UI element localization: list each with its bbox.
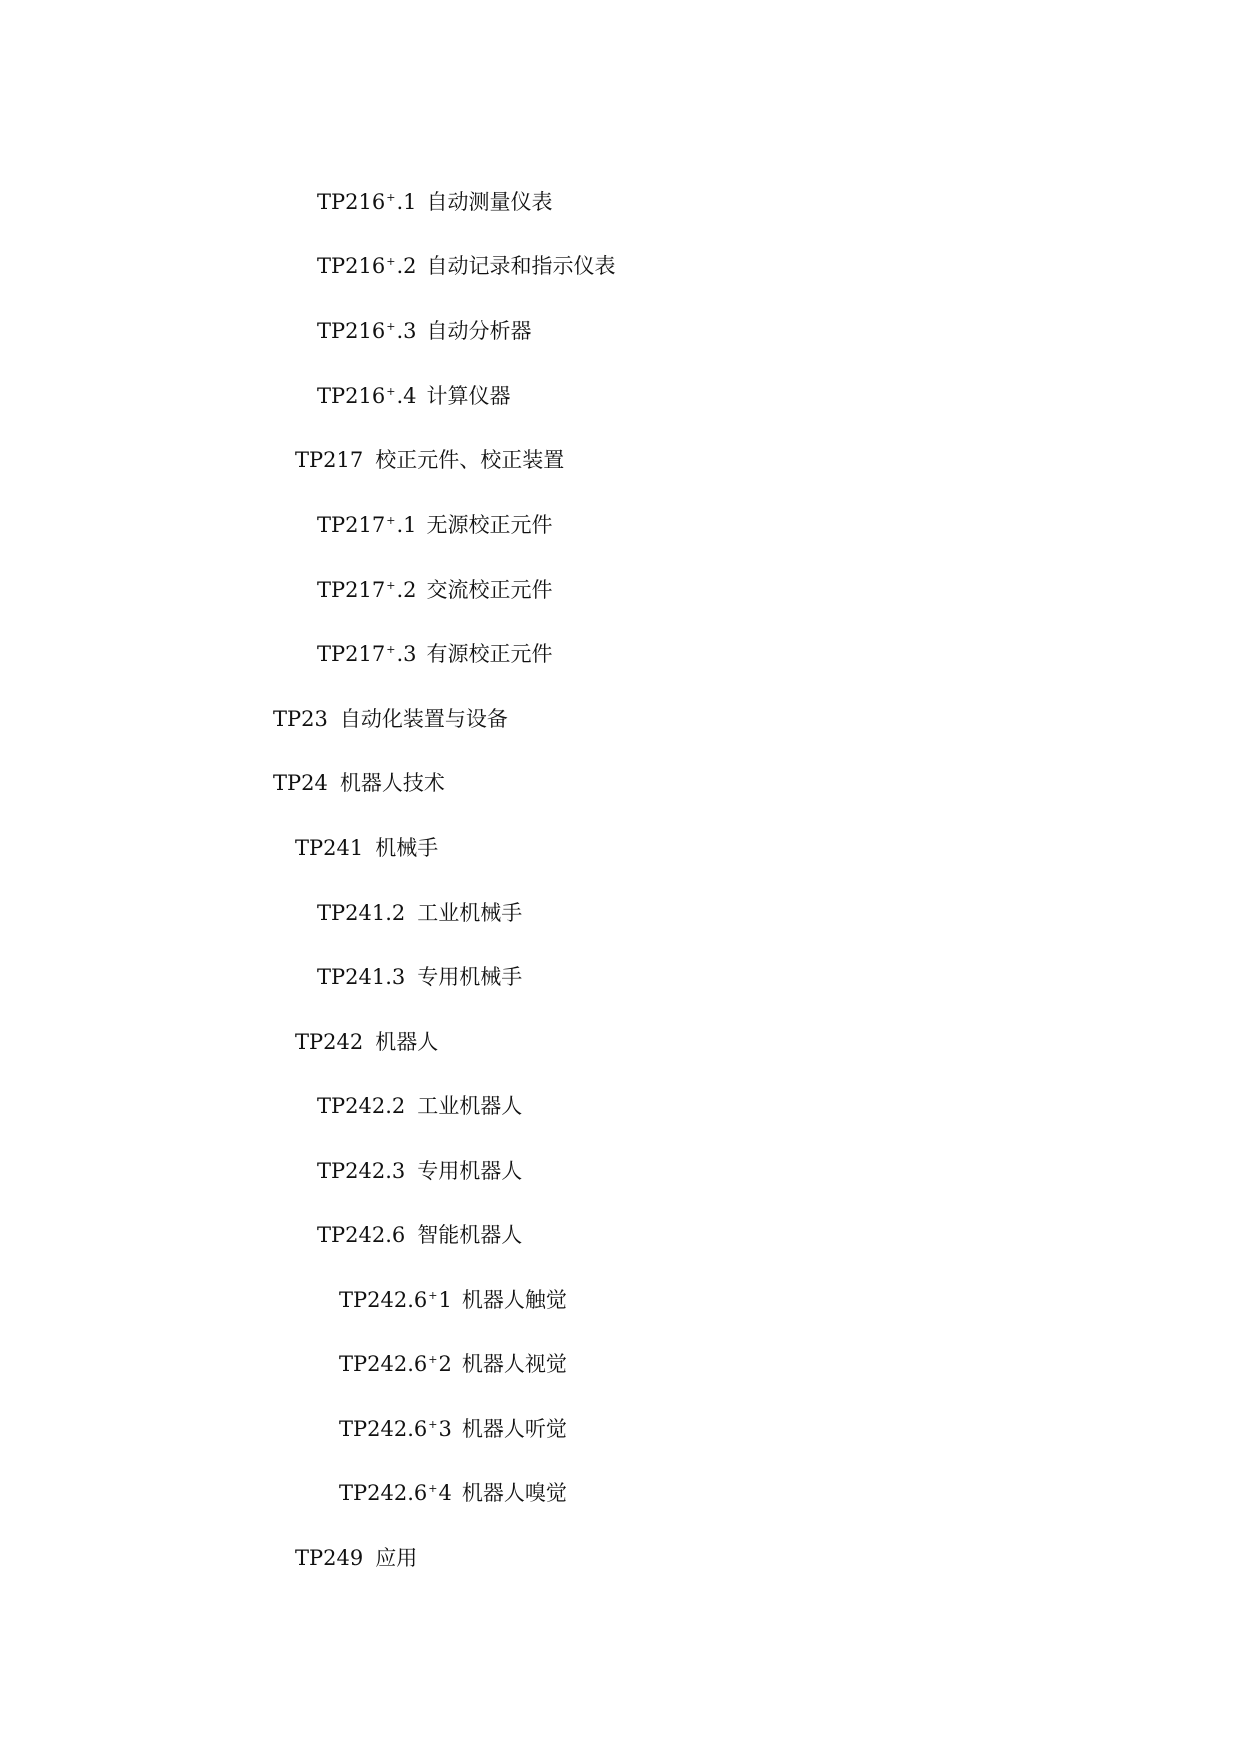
code-superscript: +	[386, 255, 396, 268]
code-suffix: .1	[396, 513, 417, 537]
entry-tp217-2	[317, 571, 553, 601]
code-superscript: +	[386, 385, 396, 398]
classification-code	[317, 958, 407, 992]
code-prefix: TP23	[273, 707, 328, 731]
code-prefix: TP217	[317, 513, 386, 537]
classification-code	[339, 1474, 452, 1508]
entry-title: 智能机器人	[417, 1223, 523, 1247]
entry-tp242-6-4	[339, 1474, 567, 1504]
entry-tp24	[273, 764, 445, 794]
code-superscript: +	[428, 1418, 438, 1431]
code-prefix: TP242.6	[339, 1288, 428, 1312]
entry-title: 机器人听觉	[461, 1417, 567, 1441]
code-prefix: TP242.6	[339, 1417, 428, 1441]
classification-code	[317, 183, 417, 217]
entry-tp217	[295, 441, 564, 471]
classification-code	[317, 506, 417, 540]
entry-title: 专用机械手	[417, 965, 523, 989]
entry-tp217-1	[317, 506, 553, 536]
code-prefix: TP217	[317, 642, 386, 666]
entry-tp241-3	[317, 958, 522, 988]
classification-code	[317, 571, 417, 605]
classification-code	[273, 764, 330, 798]
entry-tp242-6-2	[339, 1345, 567, 1375]
entry-tp216-2	[317, 247, 616, 277]
code-suffix: .3	[396, 642, 417, 666]
code-superscript: +	[386, 514, 396, 527]
code-prefix: TP216	[317, 254, 386, 278]
entry-title: 计算仪器	[426, 384, 511, 408]
classification-code	[339, 1281, 452, 1315]
entry-tp242-6	[317, 1216, 522, 1246]
code-superscript: +	[428, 1482, 438, 1495]
entry-tp242-6-3	[339, 1410, 567, 1440]
code-prefix: TP241.2	[317, 901, 406, 925]
classification-code	[317, 377, 417, 411]
entry-title: 自动测量仪表	[426, 190, 553, 214]
entry-tp242	[295, 1023, 438, 1053]
code-prefix: TP242	[295, 1030, 364, 1054]
classification-code	[339, 1410, 452, 1444]
code-superscript: +	[386, 320, 396, 333]
code-prefix: TP216	[317, 190, 386, 214]
code-prefix: TP242.6	[317, 1223, 406, 1247]
entry-tp249	[295, 1539, 417, 1569]
classification-code	[317, 247, 417, 281]
code-superscript: +	[428, 1353, 438, 1366]
entry-tp216-1	[317, 183, 553, 213]
code-suffix: 1	[438, 1288, 452, 1312]
code-prefix: TP249	[295, 1546, 364, 1570]
entry-tp23	[273, 700, 508, 730]
entry-title: 专用机器人	[417, 1159, 523, 1183]
code-suffix: 4	[438, 1481, 452, 1505]
classification-code	[317, 1152, 407, 1186]
code-prefix: TP241.3	[317, 965, 406, 989]
code-superscript: +	[386, 643, 396, 656]
entry-title: 自动分析器	[426, 319, 532, 343]
entry-title: 机器人触觉	[461, 1288, 567, 1312]
classification-code	[339, 1345, 452, 1379]
classification-code	[295, 441, 365, 475]
code-prefix: TP217	[317, 578, 386, 602]
classification-code	[273, 700, 330, 734]
code-prefix: TP217	[295, 448, 364, 472]
code-superscript: +	[386, 579, 396, 592]
entry-title: 机械手	[375, 836, 439, 860]
entry-tp242-6-1	[339, 1281, 567, 1311]
code-prefix: TP241	[295, 836, 364, 860]
code-suffix: .4	[396, 384, 417, 408]
code-superscript: +	[428, 1289, 438, 1302]
classification-code	[295, 1023, 365, 1057]
classification-code	[295, 1539, 365, 1573]
entry-title: 工业机械手	[417, 901, 523, 925]
code-suffix: .1	[396, 190, 417, 214]
classification-code	[295, 829, 365, 863]
code-prefix: TP216	[317, 319, 386, 343]
classification-code	[317, 635, 417, 669]
entry-tp216-4	[317, 377, 511, 407]
entry-title: 工业机器人	[417, 1094, 523, 1118]
code-suffix: .3	[396, 319, 417, 343]
code-prefix: TP242.3	[317, 1159, 406, 1183]
code-prefix: TP242.6	[339, 1481, 428, 1505]
code-suffix: 3	[438, 1417, 452, 1441]
entry-title: 校正元件、校正装置	[375, 448, 565, 472]
entry-title: 交流校正元件	[426, 578, 553, 602]
entry-tp241	[295, 829, 438, 859]
entry-title: 无源校正元件	[426, 513, 553, 537]
code-suffix: 2	[438, 1352, 452, 1376]
entry-title: 有源校正元件	[426, 642, 553, 666]
entry-title: 机器人嗅觉	[461, 1481, 567, 1505]
entry-title: 机器人	[375, 1030, 439, 1054]
entry-title: 机器人技术	[339, 771, 445, 795]
code-superscript: +	[386, 191, 396, 204]
code-suffix: .2	[396, 578, 417, 602]
entry-title: 自动记录和指示仪表	[426, 254, 616, 278]
entry-tp242-2	[317, 1087, 522, 1117]
code-suffix: .2	[396, 254, 417, 278]
entry-tp216-3	[317, 312, 532, 342]
entry-tp217-3	[317, 635, 553, 665]
code-prefix: TP242.2	[317, 1094, 406, 1118]
entry-tp242-3	[317, 1152, 522, 1182]
entry-tp241-2	[317, 894, 522, 924]
classification-code	[317, 312, 417, 346]
entry-title: 自动化装置与设备	[339, 707, 508, 731]
entry-title: 应用	[375, 1546, 418, 1570]
classification-code	[317, 1216, 407, 1250]
classification-code	[317, 1087, 407, 1121]
entry-title: 机器人视觉	[461, 1352, 567, 1376]
classification-code	[317, 894, 407, 928]
code-prefix: TP242.6	[339, 1352, 428, 1376]
code-prefix: TP216	[317, 384, 386, 408]
code-prefix: TP24	[273, 771, 328, 795]
